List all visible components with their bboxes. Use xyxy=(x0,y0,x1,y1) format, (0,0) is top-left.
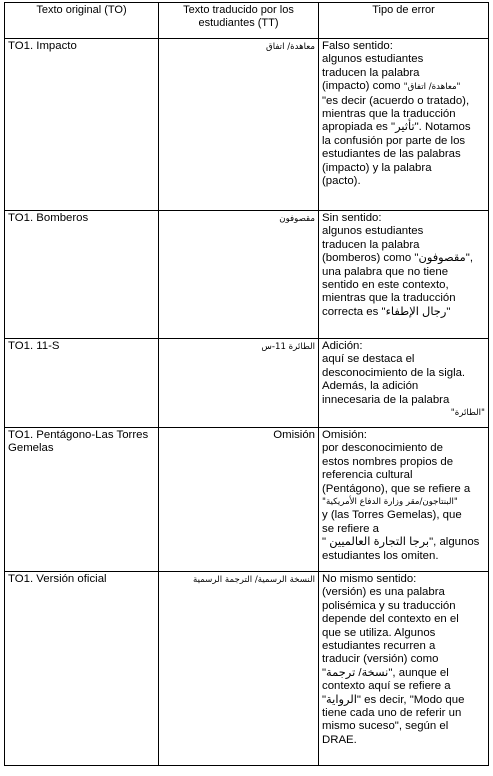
error-desc-line: mientras que la traducción xyxy=(322,292,456,305)
table-row xyxy=(5,572,489,766)
error-desc-line: traducen la palabra xyxy=(322,66,420,79)
table-row xyxy=(5,39,489,211)
error-desc-line: estudiantes de las palabras xyxy=(322,148,461,161)
error-desc-line: traducen la palabra xyxy=(322,238,420,251)
translated-text-cell: Omisión xyxy=(159,428,319,572)
error-desc-line: se refiere a xyxy=(322,522,379,535)
error-type-label: Sin sentido: xyxy=(322,212,382,224)
arabic-translation: مقصوفون xyxy=(279,214,315,224)
error-desc-line: "نسخة/ ترجمة", aunque el xyxy=(322,666,449,679)
error-desc-line: la confusión por parte de los xyxy=(322,134,466,147)
error-desc-line: y (las Torres Gemelas), que xyxy=(322,509,462,522)
arabic-term: "معاهدة/ اتفاق" xyxy=(403,82,461,93)
header-original-text: Texto original (TO) xyxy=(5,3,159,39)
translated-text-cell xyxy=(159,339,319,428)
error-desc-line: estudiantes recurren a xyxy=(322,640,436,653)
error-desc-line: tiene cada uno de referir un xyxy=(322,707,462,720)
table-row xyxy=(5,428,489,572)
error-desc-line: referencia cultural xyxy=(322,469,413,482)
error-desc-line: (bomberos) como "مقصوفون", xyxy=(322,252,474,265)
translated-text-cell xyxy=(159,572,319,766)
error-desc-line: "es decir (acuerdo o tratado), xyxy=(322,94,470,107)
header-error-type: Tipo de error xyxy=(319,3,489,39)
error-description-cell xyxy=(319,572,489,766)
table-row xyxy=(5,211,489,339)
error-desc-line: mientras que la traducción xyxy=(322,108,456,121)
arabic-term: "البنتاجون/مقر وزارة الدفاع الأمريكية" xyxy=(322,497,458,508)
error-desc-line: traducir (versión) como xyxy=(322,653,439,666)
header-row xyxy=(5,3,489,39)
error-desc-line: desconocimiento de la sigla. xyxy=(322,366,466,379)
error-desc-line: apropiada es "تأثير". Notamos xyxy=(322,121,471,134)
original-text-cell: TO1. Pentágono-Las Torres Gemelas xyxy=(5,428,159,572)
original-text-cell: TO1. Bomberos xyxy=(5,211,159,339)
error-desc-line: DRAE. xyxy=(322,733,357,746)
translated-text-cell xyxy=(159,211,319,339)
arabic-translation: النسخة الرسمية/ الترجمة الرسمية xyxy=(193,575,315,585)
arabic-term: "الطائرة" xyxy=(450,408,485,419)
original-text-cell: TO1. 11-S xyxy=(5,339,159,428)
error-type-label: Falso sentido: xyxy=(322,40,393,52)
arabic-translation: معاهدة/ اتفاق xyxy=(266,42,315,52)
error-desc-line: depende del contexto en el xyxy=(322,613,459,626)
error-desc-line: por desconocimiento de xyxy=(322,442,443,455)
table-row xyxy=(5,339,489,428)
error-desc-line: algunos estudiantes xyxy=(322,53,424,66)
error-description-cell xyxy=(319,39,489,211)
error-type-label: Adición: xyxy=(322,340,363,352)
header-translated-text: Texto traducido por los estudiantes (TT) xyxy=(159,3,319,39)
error-description-cell xyxy=(319,211,489,339)
error-table xyxy=(4,2,489,766)
error-desc-line: innecesaria de la palabra xyxy=(322,393,450,406)
error-desc-line: (impacto) y la palabra xyxy=(322,161,432,174)
error-description-cell xyxy=(319,339,489,428)
error-desc-line: mismo suceso", según el xyxy=(322,720,449,733)
error-type-label: Omisión: xyxy=(322,429,367,441)
error-desc-line: que se utiliza. Algunos xyxy=(322,626,436,639)
error-desc-line: contexto aquí se refiere a xyxy=(322,680,451,693)
error-desc-line: una palabra que no tiene xyxy=(322,265,449,278)
arabic-translation: الطائرة 11-س xyxy=(261,342,315,352)
error-type-label: No mismo sentido: xyxy=(322,573,417,585)
error-desc-line: estos nombres propios de xyxy=(322,455,454,468)
error-desc-line xyxy=(322,80,485,94)
error-description-cell xyxy=(319,428,489,572)
error-desc-line: algunos estudiantes xyxy=(322,225,424,238)
error-desc-line: Además, la adición xyxy=(322,380,419,393)
error-desc-line: " برجا التجارة العالميين", algunos xyxy=(322,536,480,549)
error-desc-line: (Pentágono), que se refiere a xyxy=(322,482,471,495)
error-desc-line: correcta es "رجال الإطفاء" xyxy=(322,305,451,318)
error-desc-text: (impacto) como xyxy=(322,80,404,93)
error-desc-line: sentido en este contexto, xyxy=(322,279,449,292)
error-desc-line: aquí se destaca el xyxy=(322,353,415,366)
error-desc-line: (pacto). xyxy=(322,175,361,188)
error-desc-line: "الرواية" es decir, "Modo que xyxy=(322,693,465,706)
error-desc-line: estudiantes los omiten. xyxy=(322,549,439,562)
original-text-cell: TO1. Impacto xyxy=(5,39,159,211)
original-text-cell: TO1. Versión oficial xyxy=(5,572,159,766)
translated-text-cell xyxy=(159,39,319,211)
error-desc-line: polisémica y su traducción xyxy=(322,599,456,612)
error-desc-line: (versión) es una palabra xyxy=(322,586,445,599)
